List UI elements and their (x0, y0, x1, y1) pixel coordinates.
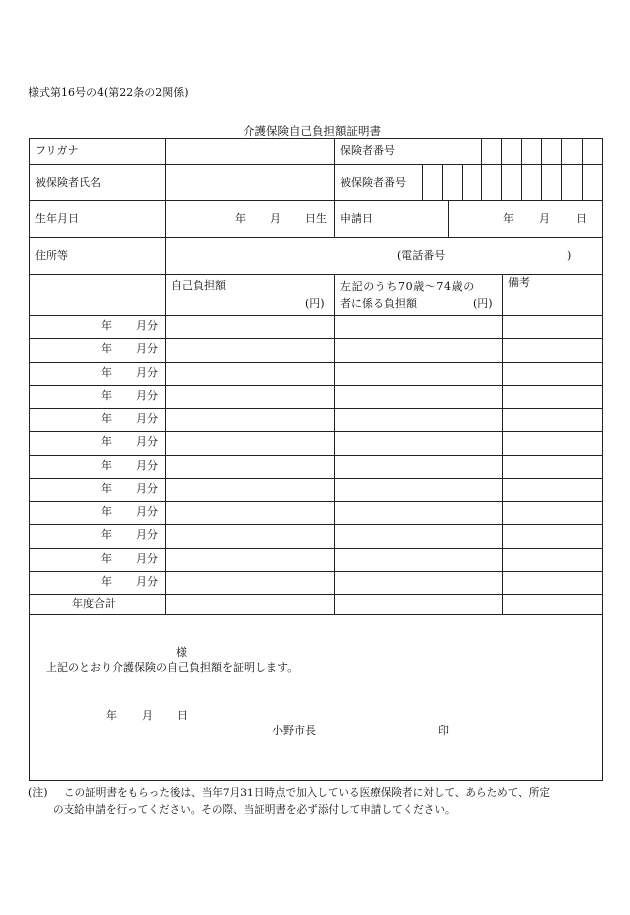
issuer-name: 小野市長 (272, 724, 316, 737)
certification-statement: 上記のとおり介護保険の自己負担額を証明します。 (46, 661, 299, 674)
application-date-label: 申請日 (340, 212, 373, 225)
application-date-day: 日 (576, 212, 587, 225)
insured-name-field[interactable] (166, 165, 333, 199)
furigana-field[interactable] (166, 139, 333, 163)
birth-date-year: 年 (235, 212, 246, 225)
month-row-month: 月分 (136, 342, 158, 355)
self-burden-header: 自己負担額 (171, 279, 226, 292)
month-row-year: 年 (101, 459, 112, 472)
age-70-74-header-2: 者に係る負担額 (340, 297, 417, 310)
seal-mark: 印 (438, 724, 449, 737)
month-row-month: 月分 (136, 319, 158, 332)
address-label: 住所等 (35, 249, 68, 262)
issue-date-day: 日 (177, 709, 188, 722)
month-row-month: 月分 (136, 412, 158, 425)
month-row-year: 年 (101, 389, 112, 402)
remarks-header: 備考 (508, 276, 530, 289)
month-row-month: 月分 (136, 552, 158, 565)
insurer-number-field[interactable] (482, 139, 601, 163)
month-row-month: 月分 (136, 482, 158, 495)
note-line-1: この証明書をもらった後は、当年7月31日時点で加入している医療保険者に対して、あらためて、所定 (64, 787, 550, 799)
birth-date-label: 生年月日 (35, 212, 79, 225)
month-row-year: 年 (101, 575, 112, 588)
month-row-month: 月分 (136, 528, 158, 541)
month-row-month: 月分 (136, 459, 158, 472)
month-row-year: 年 (101, 435, 112, 448)
month-row-month: 月分 (136, 505, 158, 518)
insured-number-field[interactable] (423, 165, 601, 199)
phone-label: (電話番号 (397, 249, 446, 262)
insured-number-label: 被保険者番号 (340, 176, 406, 189)
month-row-year: 年 (101, 528, 112, 541)
phone-close: ) (567, 249, 572, 262)
form-number: 様式第16号の4(第22条の2関係) (28, 86, 189, 99)
application-date-month: 月 (539, 212, 550, 225)
insurer-number-label: 保険者番号 (340, 144, 395, 157)
birth-date-month: 月 (270, 212, 281, 225)
month-row-year: 年 (101, 552, 112, 565)
month-row-month: 月分 (136, 366, 158, 379)
month-row-month: 月分 (136, 435, 158, 448)
note-mark: (注) (28, 786, 48, 799)
self-burden-yen: (円) (305, 297, 325, 310)
age-70-74-header: 左記のうち70歳〜74歳の (340, 280, 475, 293)
birth-date-day: 日生 (305, 212, 327, 225)
month-row-year: 年 (101, 482, 112, 495)
recipient-sama: 様 (176, 646, 187, 659)
application-date-year: 年 (503, 212, 514, 225)
month-row-year: 年 (101, 412, 112, 425)
month-row-year: 年 (101, 505, 112, 518)
note-line-2: の支給申請を行ってください。その際、当証明書を必ず添付して申請してください。 (53, 804, 456, 816)
age-70-74-yen: (円) (473, 297, 493, 310)
month-row-month: 月分 (136, 389, 158, 402)
form-title: 介護保険自己負担額証明書 (243, 124, 381, 138)
issue-date-month: 月 (142, 709, 153, 722)
month-row-month: 月分 (136, 575, 158, 588)
annual-total-label: 年度合計 (72, 597, 116, 610)
month-row-year: 年 (101, 366, 112, 379)
month-row-year: 年 (101, 319, 112, 332)
issue-date-year: 年 (106, 709, 117, 722)
furigana-label: フリガナ (35, 144, 79, 157)
insured-name-label: 被保険者氏名 (35, 176, 101, 189)
month-row-year: 年 (101, 342, 112, 355)
